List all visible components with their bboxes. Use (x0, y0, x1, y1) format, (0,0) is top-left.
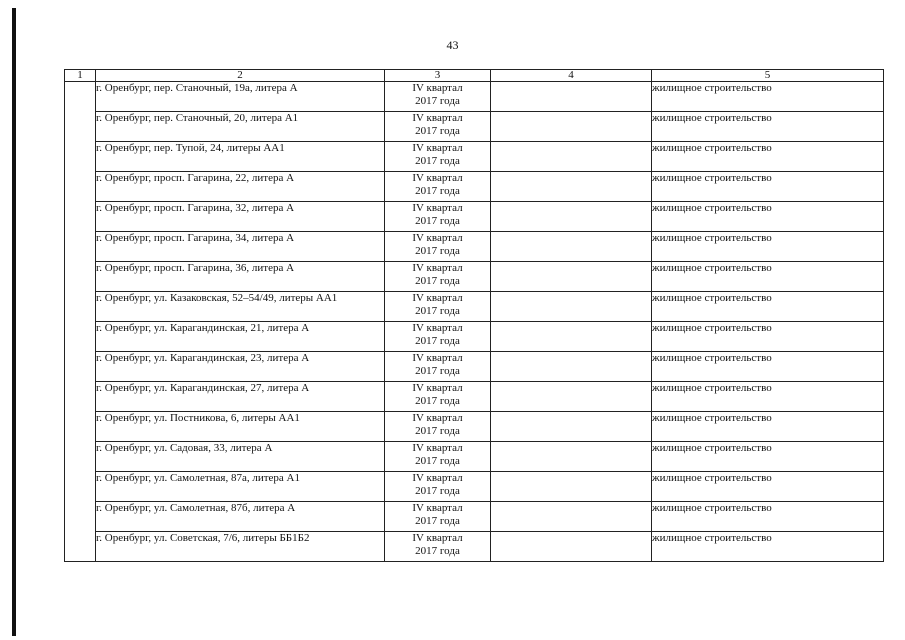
period-quarter: IV квартал (412, 82, 463, 94)
table-row (65, 172, 884, 202)
purpose-cell: жилищное строительство (652, 292, 884, 322)
row-number-cell (65, 142, 96, 172)
row-number-cell (65, 532, 96, 562)
table-row (65, 82, 884, 112)
row-number-cell (65, 472, 96, 502)
purpose-cell: жилищное строительство (652, 352, 884, 382)
table-row (65, 232, 884, 262)
period-year: 2017 года (415, 155, 460, 167)
left-margin-bar (12, 8, 16, 636)
purpose-cell: жилищное строительство (652, 502, 884, 532)
address-cell: г. Оренбург, пер. Станочный, 19а, литера А (96, 82, 385, 112)
period-year: 2017 года (415, 95, 460, 107)
period-year: 2017 года (415, 425, 460, 437)
row-number-cell (65, 412, 96, 442)
period-year: 2017 года (415, 485, 460, 497)
period-cell (385, 262, 491, 292)
period-quarter: IV квартал (412, 202, 463, 214)
table-row (65, 412, 884, 442)
address-cell: г. Оренбург, ул. Постникова, 6, литеры АА1 (96, 412, 385, 442)
period-cell (385, 322, 491, 352)
table-row (65, 142, 884, 172)
row-number-cell (65, 82, 96, 112)
column-header-2: 2 (96, 70, 385, 82)
period-year: 2017 года (415, 365, 460, 377)
column-4-cell (491, 142, 652, 172)
table-row (65, 352, 884, 382)
period-quarter: IV квартал (412, 292, 463, 304)
row-number-cell (65, 352, 96, 382)
period-quarter: IV квартал (412, 352, 463, 364)
period-cell (385, 442, 491, 472)
table-body (65, 82, 884, 562)
period-cell (385, 352, 491, 382)
period-cell (385, 502, 491, 532)
period-year: 2017 года (415, 245, 460, 257)
period-cell (385, 382, 491, 412)
period-quarter: IV квартал (412, 382, 463, 394)
period-year: 2017 года (415, 395, 460, 407)
period-quarter: IV квартал (412, 262, 463, 274)
row-number-cell (65, 322, 96, 352)
table-row (65, 262, 884, 292)
column-4-cell (491, 112, 652, 142)
purpose-cell: жилищное строительство (652, 142, 884, 172)
period-cell (385, 142, 491, 172)
address-cell: г. Оренбург, просп. Гагарина, 36, литера А (96, 262, 385, 292)
column-header-4: 4 (491, 70, 652, 82)
purpose-cell: жилищное строительство (652, 172, 884, 202)
column-4-cell (491, 172, 652, 202)
period-quarter: IV квартал (412, 232, 463, 244)
address-cell: г. Оренбург, пер. Тупой, 24, литеры АА1 (96, 142, 385, 172)
period-year: 2017 года (415, 185, 460, 197)
column-4-cell (491, 322, 652, 352)
period-year: 2017 года (415, 305, 460, 317)
row-number-cell (65, 292, 96, 322)
address-cell: г. Оренбург, ул. Казаковская, 52–54/49, литеры АА1 (96, 292, 385, 322)
table-header-row (65, 70, 884, 82)
purpose-cell: жилищное строительство (652, 442, 884, 472)
purpose-cell: жилищное строительство (652, 202, 884, 232)
purpose-cell: жилищное строительство (652, 232, 884, 262)
column-4-cell (491, 202, 652, 232)
row-number-cell (65, 112, 96, 142)
period-quarter: IV квартал (412, 112, 463, 124)
purpose-cell: жилищное строительство (652, 382, 884, 412)
purpose-cell: жилищное строительство (652, 112, 884, 142)
row-number-cell (65, 502, 96, 532)
period-quarter: IV квартал (412, 142, 463, 154)
row-number-cell (65, 202, 96, 232)
address-cell: г. Оренбург, ул. Советская, 7/6, литеры ББ1Б2 (96, 532, 385, 562)
column-4-cell (491, 382, 652, 412)
address-cell: г. Оренбург, ул. Самолетная, 87б, литера А (96, 502, 385, 532)
address-cell: г. Оренбург, ул. Карагандинская, 23, литера А (96, 352, 385, 382)
period-cell (385, 292, 491, 322)
table-row (65, 442, 884, 472)
period-year: 2017 года (415, 215, 460, 227)
row-number-cell (65, 262, 96, 292)
row-number-cell (65, 232, 96, 262)
period-cell (385, 232, 491, 262)
row-number-cell (65, 442, 96, 472)
address-cell: г. Оренбург, пер. Станочный, 20, литера А1 (96, 112, 385, 142)
period-quarter: IV квартал (412, 502, 463, 514)
column-header-5: 5 (652, 70, 884, 82)
table-row (65, 472, 884, 502)
column-4-cell (491, 292, 652, 322)
address-cell: г. Оренбург, просп. Гагарина, 34, литера А (96, 232, 385, 262)
address-cell: г. Оренбург, ул. Карагандинская, 27, литера А (96, 382, 385, 412)
purpose-cell: жилищное строительство (652, 262, 884, 292)
table-row (65, 112, 884, 142)
period-quarter: IV квартал (412, 442, 463, 454)
period-cell (385, 532, 491, 562)
column-4-cell (491, 82, 652, 112)
period-year: 2017 года (415, 335, 460, 347)
purpose-cell: жилищное строительство (652, 82, 884, 112)
period-quarter: IV квартал (412, 322, 463, 334)
period-cell (385, 112, 491, 142)
period-year: 2017 года (415, 545, 460, 557)
row-number-cell (65, 382, 96, 412)
period-year: 2017 года (415, 275, 460, 287)
period-cell (385, 172, 491, 202)
row-number-cell (65, 172, 96, 202)
column-4-cell (491, 502, 652, 532)
column-4-cell (491, 352, 652, 382)
period-quarter: IV квартал (412, 412, 463, 424)
page-number: 43 (446, 38, 459, 52)
column-4-cell (491, 232, 652, 262)
column-header-1: 1 (65, 70, 96, 82)
period-cell (385, 472, 491, 502)
table-row (65, 202, 884, 232)
purpose-cell: жилищное строительство (652, 472, 884, 502)
period-quarter: IV квартал (412, 172, 463, 184)
address-cell: г. Оренбург, ул. Садовая, 33, литера А (96, 442, 385, 472)
document-table (64, 69, 884, 562)
period-cell (385, 412, 491, 442)
column-4-cell (491, 262, 652, 292)
table-row (65, 502, 884, 532)
column-4-cell (491, 532, 652, 562)
column-4-cell (491, 412, 652, 442)
purpose-cell: жилищное строительство (652, 322, 884, 352)
period-cell (385, 202, 491, 232)
period-year: 2017 года (415, 455, 460, 467)
period-quarter: IV квартал (412, 472, 463, 484)
table-row (65, 532, 884, 562)
period-quarter: IV квартал (412, 532, 463, 544)
address-cell: г. Оренбург, ул. Карагандинская, 21, литера А (96, 322, 385, 352)
purpose-cell: жилищное строительство (652, 532, 884, 562)
period-cell (385, 82, 491, 112)
column-header-3: 3 (385, 70, 491, 82)
address-cell: г. Оренбург, ул. Самолетная, 87а, литера А1 (96, 472, 385, 502)
column-4-cell (491, 472, 652, 502)
purpose-cell: жилищное строительство (652, 412, 884, 442)
address-cell: г. Оренбург, просп. Гагарина, 22, литера А (96, 172, 385, 202)
table-row (65, 292, 884, 322)
table-row (65, 322, 884, 352)
column-4-cell (491, 442, 652, 472)
table-row (65, 382, 884, 412)
period-year: 2017 года (415, 515, 460, 527)
period-year: 2017 года (415, 125, 460, 137)
address-cell: г. Оренбург, просп. Гагарина, 32, литера А (96, 202, 385, 232)
